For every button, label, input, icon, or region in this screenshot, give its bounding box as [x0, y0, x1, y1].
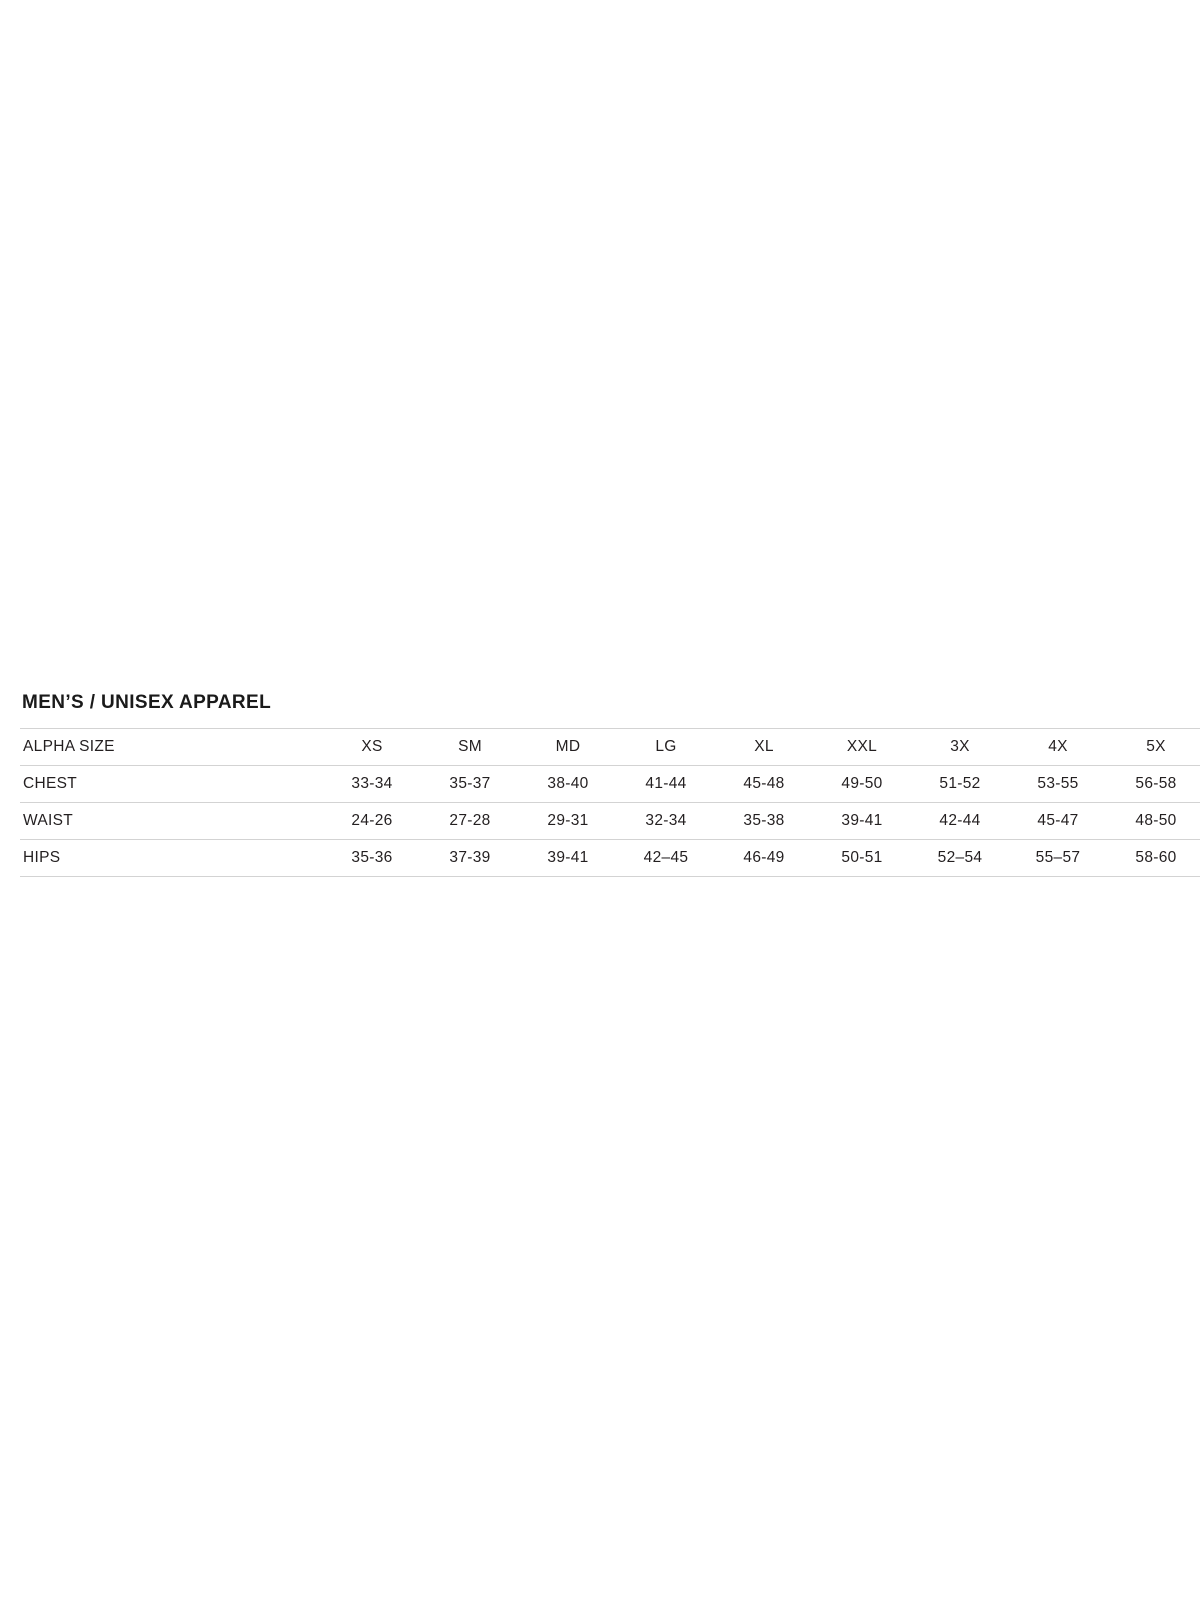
column-header-lg: LG: [655, 738, 677, 755]
column-header-5x: 5X: [1146, 738, 1166, 755]
cell-hips-xl: 46-49: [743, 849, 785, 866]
cell-hips-md: 39-41: [547, 849, 589, 866]
cell-hips-xs: 35-36: [351, 849, 393, 866]
table-header-row: [20, 729, 1200, 766]
page-title: MEN’S / UNISEX APPAREL: [22, 692, 272, 713]
cell-waist-xl: 35-38: [743, 812, 785, 829]
cell-waist-xs: 24-26: [351, 812, 393, 829]
table-row: [20, 803, 1200, 840]
cell-chest-xxl: 49-50: [841, 775, 883, 792]
cell-chest-3x: 51-52: [939, 775, 981, 792]
cell-waist-4x: 45-47: [1037, 812, 1079, 829]
cell-waist-md: 29-31: [547, 812, 589, 829]
row-label-chest: CHEST: [23, 775, 78, 792]
table-row: [20, 840, 1200, 877]
size-chart: [20, 692, 1177, 877]
cell-chest-5x: 56-58: [1135, 775, 1177, 792]
column-header-4x: 4X: [1048, 738, 1068, 755]
column-header-xxl: XXL: [846, 738, 878, 755]
cell-waist-3x: 42-44: [939, 812, 981, 829]
cell-hips-sm: 37-39: [449, 849, 491, 866]
cell-chest-md: 38-40: [547, 775, 589, 792]
cell-hips-xxl: 50-51: [841, 849, 883, 866]
cell-hips-5x: 58-60: [1135, 849, 1177, 866]
table-row: [20, 766, 1200, 803]
cell-hips-3x: 52–54: [937, 849, 983, 866]
cell-chest-xs: 33-34: [351, 775, 393, 792]
size-chart-table: [20, 728, 1200, 877]
column-header-md: MD: [555, 738, 581, 755]
cell-chest-xl: 45-48: [743, 775, 785, 792]
cell-waist-5x: 48-50: [1135, 812, 1177, 829]
row-label-hips: HIPS: [23, 849, 61, 866]
column-header-sm: SM: [458, 738, 482, 755]
column-header-3x: 3X: [950, 738, 970, 755]
column-header-xl: XL: [754, 738, 774, 755]
cell-chest-lg: 41-44: [645, 775, 687, 792]
cell-hips-lg: 42–45: [643, 849, 689, 866]
cell-waist-lg: 32-34: [645, 812, 687, 829]
cell-waist-sm: 27-28: [449, 812, 491, 829]
column-header-xs: XS: [361, 738, 383, 755]
row-label-waist: WAIST: [23, 812, 74, 829]
cell-hips-4x: 55–57: [1035, 849, 1081, 866]
column-header-alpha-size: ALPHA SIZE: [23, 738, 115, 755]
cell-chest-4x: 53-55: [1037, 775, 1079, 792]
cell-chest-sm: 35-37: [449, 775, 491, 792]
cell-waist-xxl: 39-41: [841, 812, 883, 829]
